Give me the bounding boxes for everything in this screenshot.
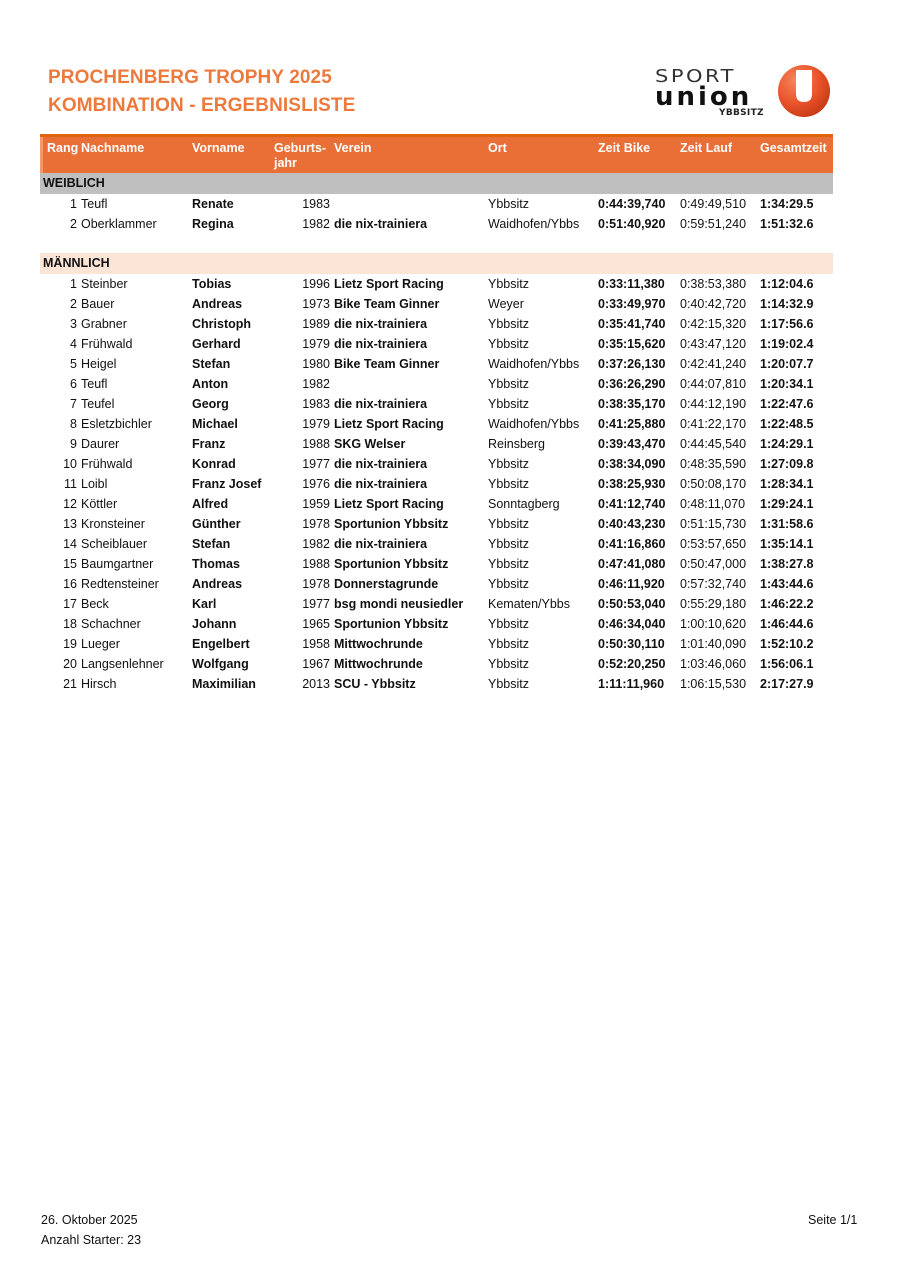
cell-geburtsjahr: 1973 <box>302 297 330 311</box>
cell-zeit-lauf: 0:48:11,070 <box>680 497 746 511</box>
section-spacer <box>40 234 833 253</box>
cell-zeit-bike: 0:44:39,740 <box>598 197 666 211</box>
cell-geburtsjahr: 1983 <box>302 197 330 211</box>
cell-rang: 15 <box>63 557 77 571</box>
cell-vorname: Franz Josef <box>192 477 262 491</box>
cell-vorname: Alfred <box>192 497 229 511</box>
cell-gesamtzeit: 1:46:22.2 <box>760 597 814 611</box>
cell-ort: Ybbsitz <box>488 457 529 471</box>
cell-nachname: Daurer <box>81 437 120 451</box>
cell-nachname: Loibl <box>81 477 108 491</box>
cell-vorname: Franz <box>192 437 226 451</box>
cell-rang: 7 <box>70 397 77 411</box>
cell-geburtsjahr: 1965 <box>302 617 330 631</box>
cell-gesamtzeit: 1:38:27.8 <box>760 557 814 571</box>
cell-nachname: Teufel <box>81 397 115 411</box>
cell-nachname: Oberklammer <box>81 217 157 231</box>
cell-zeit-bike: 0:33:49,970 <box>598 297 666 311</box>
cell-ort: Waidhofen/Ybbs <box>488 217 580 231</box>
cell-rang: 21 <box>63 677 77 691</box>
cell-gesamtzeit: 1:31:58.6 <box>760 517 814 531</box>
cell-vorname: Anton <box>192 377 229 391</box>
cell-nachname: Beck <box>81 597 109 611</box>
cell-zeit-lauf: 0:50:08,170 <box>680 477 747 491</box>
cell-zeit-bike: 0:46:11,920 <box>598 577 665 591</box>
table-row <box>40 654 833 674</box>
cell-zeit-lauf: 0:38:53,380 <box>680 277 747 291</box>
cell-ort: Ybbsitz <box>488 657 529 671</box>
cell-ort: Ybbsitz <box>488 537 529 551</box>
cell-geburtsjahr: 1983 <box>302 397 330 411</box>
cell-gesamtzeit: 1:19:02.4 <box>760 337 814 351</box>
table-row <box>40 274 833 294</box>
cell-nachname: Langsenlehner <box>81 657 164 671</box>
cell-nachname: Scheiblauer <box>81 537 148 551</box>
cell-rang: 18 <box>63 617 77 631</box>
header-rang: Rang <box>47 141 79 155</box>
table-row <box>40 474 833 494</box>
cell-nachname: Frühwald <box>81 457 133 471</box>
cell-rang: 20 <box>63 657 77 671</box>
cell-verein: Bike Team Ginner <box>334 297 440 311</box>
logo-word-union: union <box>655 82 753 112</box>
table-row <box>40 414 833 434</box>
cell-nachname: Teufl <box>81 377 108 391</box>
cell-vorname: Andreas <box>192 577 243 591</box>
table-row <box>40 494 833 514</box>
cell-nachname: Köttler <box>81 497 118 511</box>
cell-zeit-bike: 0:38:35,170 <box>598 397 666 411</box>
cell-gesamtzeit: 1:56:06.1 <box>760 657 814 671</box>
cell-geburtsjahr: 1996 <box>302 277 330 291</box>
footer-starter-count: Anzahl Starter: 23 <box>41 1233 142 1247</box>
cell-gesamtzeit: 1:35:14.1 <box>760 537 814 551</box>
section-header: WEIBLICH <box>40 173 833 194</box>
cell-gesamtzeit: 1:52:10.2 <box>760 637 814 651</box>
cell-nachname: Teufl <box>81 197 108 211</box>
cell-ort: Ybbsitz <box>488 337 529 351</box>
cell-ort: Ybbsitz <box>488 677 529 691</box>
cell-gesamtzeit: 1:22:48.5 <box>760 417 814 431</box>
cell-zeit-lauf: 0:57:32,740 <box>680 577 747 591</box>
table-header <box>40 134 833 173</box>
cell-rang: 12 <box>63 497 77 511</box>
cell-vorname: Günther <box>192 517 241 531</box>
cell-vorname: Michael <box>192 417 238 431</box>
table-row <box>40 294 833 314</box>
cell-vorname: Maximilian <box>192 677 256 691</box>
cell-zeit-lauf: 0:44:07,810 <box>680 377 747 391</box>
cell-zeit-bike: 0:37:26,130 <box>598 357 666 371</box>
cell-zeit-lauf: 0:42:41,240 <box>680 357 747 371</box>
cell-nachname: Redtensteiner <box>81 577 159 591</box>
cell-verein: Lietz Sport Racing <box>334 277 444 291</box>
cell-ort: Sonntagberg <box>488 497 560 511</box>
table-row <box>40 674 833 694</box>
cell-verein: bsg mondi neusiedler <box>334 597 464 611</box>
cell-zeit-bike: 0:38:25,930 <box>598 477 666 491</box>
cell-vorname: Andreas <box>192 297 243 311</box>
cell-verein: SCU - Ybbsitz <box>334 677 416 691</box>
cell-vorname: Wolfgang <box>192 657 249 671</box>
cell-rang: 9 <box>70 437 77 451</box>
cell-zeit-bike: 1:11:11,960 <box>598 677 665 691</box>
cell-nachname: Steinber <box>81 277 128 291</box>
cell-geburtsjahr: 1967 <box>302 657 330 671</box>
cell-verein: Donnerstagrunde <box>334 577 439 591</box>
table-row <box>40 434 833 454</box>
document-title: PROCHENBERG TROPHY 2025 <box>48 67 332 88</box>
header-vorname: Vorname <box>192 141 245 155</box>
cell-ort: Ybbsitz <box>488 517 529 531</box>
cell-rang: 10 <box>63 457 77 471</box>
header-geburtsjahr-1: Geburts- <box>274 141 327 155</box>
cell-ort: Ybbsitz <box>488 317 529 331</box>
cell-zeit-bike: 0:33:11,380 <box>598 277 665 291</box>
cell-zeit-lauf: 0:43:47,120 <box>680 337 747 351</box>
table-row <box>40 454 833 474</box>
cell-zeit-lauf: 1:00:10,620 <box>680 617 747 631</box>
cell-zeit-bike: 0:41:16,860 <box>598 537 666 551</box>
cell-zeit-lauf: 0:51:15,730 <box>680 517 747 531</box>
table-row <box>40 594 833 614</box>
cell-verein: Sportunion Ybbsitz <box>334 617 449 631</box>
cell-zeit-bike: 0:50:30,110 <box>598 637 665 651</box>
cell-ort: Ybbsitz <box>488 637 529 651</box>
cell-zeit-bike: 0:40:43,230 <box>598 517 666 531</box>
cell-verein: die nix-trainiera <box>334 337 428 351</box>
cell-ort: Waidhofen/Ybbs <box>488 357 580 371</box>
header-nachname: Nachname <box>81 141 145 155</box>
cell-geburtsjahr: 1976 <box>302 477 330 491</box>
cell-vorname: Georg <box>192 397 229 411</box>
cell-zeit-bike: 0:35:41,740 <box>598 317 666 331</box>
logo-subtitle: YBBSITZ <box>719 108 764 118</box>
cell-rang: 4 <box>70 337 77 351</box>
cell-geburtsjahr: 1988 <box>302 557 330 571</box>
cell-nachname: Lueger <box>81 637 120 651</box>
cell-geburtsjahr: 1982 <box>302 377 330 391</box>
cell-zeit-lauf: 0:53:57,650 <box>680 537 747 551</box>
cell-zeit-bike: 0:50:53,040 <box>598 597 666 611</box>
cell-zeit-bike: 0:41:12,740 <box>598 497 666 511</box>
cell-zeit-lauf: 0:42:15,320 <box>680 317 747 331</box>
cell-nachname: Baumgartner <box>81 557 154 571</box>
cell-zeit-bike: 0:39:43,470 <box>598 437 666 451</box>
cell-geburtsjahr: 1989 <box>302 317 330 331</box>
cell-verein: die nix-trainiera <box>334 317 428 331</box>
cell-rang: 8 <box>70 417 77 431</box>
header-zeit-lauf: Zeit Lauf <box>680 141 733 155</box>
cell-gesamtzeit: 1:51:32.6 <box>760 217 814 231</box>
cell-ort: Ybbsitz <box>488 397 529 411</box>
header-gesamtzeit: Gesamtzeit <box>760 141 827 155</box>
cell-vorname: Stefan <box>192 537 231 551</box>
cell-zeit-lauf: 0:41:22,170 <box>680 417 747 431</box>
cell-verein: Sportunion Ybbsitz <box>334 517 449 531</box>
cell-vorname: Johann <box>192 617 237 631</box>
cell-gesamtzeit: 1:20:07.7 <box>760 357 814 371</box>
cell-rang: 16 <box>63 577 77 591</box>
cell-ort: Ybbsitz <box>488 557 529 571</box>
cell-geburtsjahr: 1959 <box>302 497 330 511</box>
table-row <box>40 574 833 594</box>
cell-gesamtzeit: 1:27:09.8 <box>760 457 814 471</box>
cell-gesamtzeit: 1:43:44.6 <box>760 577 814 591</box>
cell-verein: die nix-trainiera <box>334 457 428 471</box>
section-header: MÄNNLICH <box>40 253 833 274</box>
table-row <box>40 534 833 554</box>
cell-ort: Weyer <box>488 297 524 311</box>
cell-nachname: Bauer <box>81 297 115 311</box>
cell-zeit-lauf: 0:48:35,590 <box>680 457 747 471</box>
union-u-icon <box>777 64 831 118</box>
document-subtitle: KOMBINATION - ERGEBNISLISTE <box>48 95 356 116</box>
cell-verein: die nix-trainiera <box>334 477 428 491</box>
cell-rang: 3 <box>70 317 77 331</box>
cell-geburtsjahr: 1978 <box>302 577 330 591</box>
cell-verein: Mittwochrunde <box>334 637 423 651</box>
cell-zeit-lauf: 0:49:49,510 <box>680 197 747 211</box>
cell-verein: SKG Welser <box>334 437 406 451</box>
cell-zeit-bike: 0:36:26,290 <box>598 377 666 391</box>
cell-verein: die nix-trainiera <box>334 537 428 551</box>
cell-vorname: Engelbert <box>192 637 250 651</box>
cell-rang: 6 <box>70 377 77 391</box>
cell-rang: 13 <box>63 517 77 531</box>
table-row <box>40 554 833 574</box>
cell-verein: Sportunion Ybbsitz <box>334 557 449 571</box>
cell-gesamtzeit: 1:14:32.9 <box>760 297 814 311</box>
cell-geburtsjahr: 1978 <box>302 517 330 531</box>
cell-rang: 2 <box>70 297 77 311</box>
cell-zeit-bike: 0:46:34,040 <box>598 617 666 631</box>
cell-zeit-bike: 0:52:20,250 <box>598 657 666 671</box>
table-row <box>40 214 833 234</box>
header-zeit-bike: Zeit Bike <box>598 141 651 155</box>
table-row <box>40 314 833 334</box>
cell-ort: Ybbsitz <box>488 617 529 631</box>
cell-rang: 2 <box>70 217 77 231</box>
cell-zeit-lauf: 0:55:29,180 <box>680 597 747 611</box>
cell-zeit-bike: 0:41:25,880 <box>598 417 666 431</box>
cell-ort: Reinsberg <box>488 437 545 451</box>
cell-verein: die nix-trainiera <box>334 397 428 411</box>
cell-zeit-bike: 0:38:34,090 <box>598 457 666 471</box>
cell-ort: Ybbsitz <box>488 197 529 211</box>
cell-ort: Waidhofen/Ybbs <box>488 417 580 431</box>
footer-page-number: Seite 1/1 <box>808 1213 858 1227</box>
header-verein: Verein <box>334 141 372 155</box>
cell-nachname: Grabner <box>81 317 127 331</box>
cell-zeit-lauf: 1:01:40,090 <box>680 637 747 651</box>
cell-verein: Mittwochrunde <box>334 657 423 671</box>
cell-ort: Ybbsitz <box>488 377 529 391</box>
cell-verein: Lietz Sport Racing <box>334 417 444 431</box>
cell-gesamtzeit: 1:12:04.6 <box>760 277 814 291</box>
cell-gesamtzeit: 1:17:56.6 <box>760 317 814 331</box>
cell-nachname: Esletzbichler <box>81 417 152 431</box>
cell-rang: 1 <box>70 277 77 291</box>
cell-gesamtzeit: 1:28:34.1 <box>760 477 814 491</box>
table-row <box>40 634 833 654</box>
cell-gesamtzeit: 1:20:34.1 <box>760 377 814 391</box>
cell-zeit-lauf: 1:03:46,060 <box>680 657 747 671</box>
cell-rang: 5 <box>70 357 77 371</box>
cell-geburtsjahr: 1982 <box>302 217 330 231</box>
cell-vorname: Karl <box>192 597 217 611</box>
cell-zeit-bike: 0:35:15,620 <box>598 337 666 351</box>
cell-zeit-bike: 0:47:41,080 <box>598 557 666 571</box>
cell-nachname: Hirsch <box>81 677 117 691</box>
cell-geburtsjahr: 1982 <box>302 537 330 551</box>
header-ort: Ort <box>488 141 507 155</box>
cell-gesamtzeit: 1:29:24.1 <box>760 497 814 511</box>
cell-nachname: Frühwald <box>81 337 133 351</box>
table-row <box>40 614 833 634</box>
cell-zeit-lauf: 0:44:12,190 <box>680 397 747 411</box>
cell-geburtsjahr: 2013 <box>302 677 330 691</box>
cell-zeit-lauf: 0:50:47,000 <box>680 557 747 571</box>
cell-gesamtzeit: 1:34:29.5 <box>760 197 814 211</box>
cell-geburtsjahr: 1980 <box>302 357 330 371</box>
cell-verein: die nix-trainiera <box>334 217 428 231</box>
logo-word-sport: SPORT <box>655 66 736 87</box>
cell-verein: Bike Team Ginner <box>334 357 440 371</box>
table-row <box>40 374 833 394</box>
footer-date: 26. Oktober 2025 <box>41 1213 138 1227</box>
cell-gesamtzeit: 2:17:27.9 <box>760 677 814 691</box>
cell-gesamtzeit: 1:46:44.6 <box>760 617 814 631</box>
cell-vorname: Christoph <box>192 317 252 331</box>
cell-rang: 17 <box>63 597 77 611</box>
cell-gesamtzeit: 1:24:29.1 <box>760 437 814 451</box>
cell-geburtsjahr: 1988 <box>302 437 330 451</box>
cell-zeit-lauf: 0:44:45,540 <box>680 437 747 451</box>
cell-nachname: Heigel <box>81 357 117 371</box>
cell-verein: Lietz Sport Racing <box>334 497 444 511</box>
cell-vorname: Konrad <box>192 457 236 471</box>
header-geburtsjahr-2: jahr <box>274 156 297 170</box>
cell-geburtsjahr: 1958 <box>302 637 330 651</box>
results-table <box>40 134 833 694</box>
cell-vorname: Stefan <box>192 357 231 371</box>
cell-vorname: Gerhard <box>192 337 241 351</box>
table-row <box>40 514 833 534</box>
cell-zeit-bike: 0:51:40,920 <box>598 217 666 231</box>
table-body <box>40 173 833 694</box>
cell-geburtsjahr: 1977 <box>302 597 330 611</box>
cell-ort: Ybbsitz <box>488 577 529 591</box>
table-row <box>40 194 833 214</box>
cell-ort: Kematen/Ybbs <box>488 597 570 611</box>
cell-gesamtzeit: 1:22:47.6 <box>760 397 814 411</box>
cell-zeit-lauf: 0:59:51,240 <box>680 217 747 231</box>
table-row <box>40 354 833 374</box>
cell-vorname: Tobias <box>192 277 232 291</box>
cell-geburtsjahr: 1979 <box>302 417 330 431</box>
cell-zeit-lauf: 1:06:15,530 <box>680 677 747 691</box>
table-row <box>40 334 833 354</box>
cell-vorname: Thomas <box>192 557 240 571</box>
cell-ort: Ybbsitz <box>488 477 529 491</box>
cell-vorname: Regina <box>192 217 234 231</box>
cell-ort: Ybbsitz <box>488 277 529 291</box>
cell-rang: 14 <box>63 537 77 551</box>
cell-geburtsjahr: 1979 <box>302 337 330 351</box>
cell-vorname: Renate <box>192 197 234 211</box>
cell-rang: 19 <box>63 637 77 651</box>
cell-zeit-lauf: 0:40:42,720 <box>680 297 747 311</box>
cell-rang: 1 <box>70 197 77 211</box>
cell-nachname: Schachner <box>81 617 141 631</box>
sportunion-logo <box>655 64 833 122</box>
cell-geburtsjahr: 1977 <box>302 457 330 471</box>
cell-nachname: Kronsteiner <box>81 517 145 531</box>
cell-rang: 11 <box>64 477 77 491</box>
table-row <box>40 394 833 414</box>
